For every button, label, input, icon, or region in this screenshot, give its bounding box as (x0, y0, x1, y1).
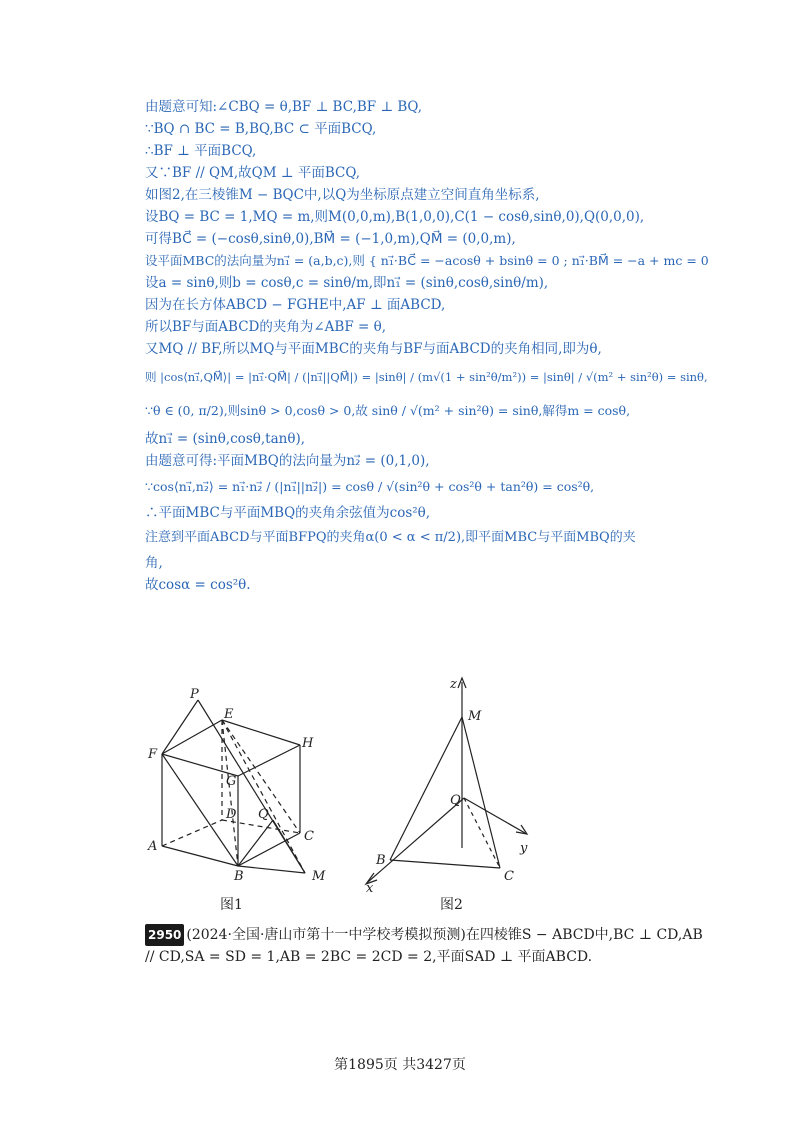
x-axis (368, 798, 464, 882)
solution-line: 注意到平面ABCD与平面BFPQ的夹角α(0 < α < π/2),即平面MBC与平面MBQ的夹 (145, 530, 636, 545)
problem-statement (145, 924, 705, 968)
solution-line: 所以BF与面ABCD的夹角为∠ABF = θ, (145, 319, 387, 335)
label-a: A (148, 839, 158, 854)
edge-gh (238, 745, 300, 776)
problem-line-1 (145, 924, 705, 946)
solution-line: 设平面MBC的法向量为n₁⃗ = (a,b,c),则 { n₁⃗·BC⃗ = −acosθ + bsinθ = 0 ; n₁⃗·BM⃗ = −a + mc = 0 (145, 253, 709, 268)
solution-line: ∴平面MBC与平面MBQ的夹角余弦值为cos²θ, (145, 505, 431, 521)
figures (140, 668, 560, 918)
label-h: H (302, 736, 314, 751)
label-q: Q (258, 807, 269, 822)
label-d: D (226, 807, 237, 822)
solution-line: 故n₁⃗ = (sinθ,cosθ,tanθ), (145, 431, 306, 447)
label-g: G (226, 774, 237, 789)
label-f: F (148, 747, 158, 762)
edge-bq (238, 820, 273, 866)
label-p: P (190, 687, 199, 702)
edge-bc-2 (390, 860, 500, 868)
solution-line: ∵BQ ∩ BC = B,BQ,BC ⊂ 平面BCQ, (145, 121, 377, 137)
label-b: B (234, 869, 244, 884)
solution-line: 因为在长方体ABCD − FGHE中,AF ⊥ 面ABCD, (145, 297, 446, 313)
label-m: M (312, 869, 326, 884)
figure-1-diagram (140, 668, 560, 893)
problem-number-badge: 2950 (145, 924, 184, 946)
solution-text (145, 96, 709, 596)
edge-mb (390, 717, 462, 860)
solution-line: ∵cos⟨n₁⃗,n₂⃗⟩ = n₁⃗·n₂⃗ / (|n₁⃗||n₂⃗|) = cosθ / √(sin²θ + cos²θ + tan²θ) = cos²θ, (145, 479, 595, 494)
solution-line: 又∵BF // QM,故QM ⊥ 平面BCQ, (145, 165, 361, 181)
label-e: E (224, 707, 234, 722)
label-m2: M (468, 709, 482, 724)
label-c: C (304, 829, 314, 844)
figure-2-caption: 图2 (440, 897, 463, 913)
problem-text: (2024·全国·唐山市第十一中学校考模拟预测)在四棱锥S − ABCD中,BC ⊥ CD,AB (186, 927, 703, 943)
solution-line: 又MQ // BF,所以MQ与平面MBC的夹角与BF与面ABCD的夹角相同,即为θ, (145, 341, 602, 357)
solution-line: 由题意可知:∠CBQ = θ,BF ⊥ BC,BF ⊥ BQ, (145, 99, 423, 115)
solution-line: ∴BF ⊥ 平面BCQ, (145, 143, 257, 159)
solution-line: 如图2,在三棱锥M − BQC中,以Q为坐标原点建立空间直角坐标系, (145, 187, 540, 203)
solution-line: 角, (145, 555, 163, 571)
solution-line: 可得BC⃗ = (−cosθ,sinθ,0),BM⃗ = (−1,0,m),QM⃗ = (0,0,m), (145, 231, 516, 247)
problem-line-2: // CD,SA = SD = 1,AB = 2BC = 2CD = 2,平面SAD ⊥ 平面ABCD. (145, 949, 593, 965)
edge-bm (238, 866, 305, 873)
label-x: x (366, 881, 374, 893)
solution-line: 设BQ = BC = 1,MQ = m,则M(0,0,m),B(1,0,0),C(1 − cosθ,sinθ,0),Q(0,0,0), (145, 209, 645, 225)
label-c2: C (504, 869, 514, 884)
solution-line: 则 |cos⟨n₁⃗,QM⃗⟩| = |n₁⃗·QM⃗| / (|n₁⃗||QM⃗|) = |sinθ| / (m√(1 + sin²θ/m²)) = |sinθ| / √(m² + sin²θ) = sinθ, (145, 370, 708, 384)
label-z: z (450, 677, 457, 692)
solution-line: 故cosα = cos²θ. (145, 577, 251, 593)
edge-fp (162, 700, 198, 754)
page-footer: 第1895页 共3427页 (334, 1057, 466, 1073)
edge-eh (222, 720, 300, 745)
y-axis-arrow (516, 825, 527, 834)
solution-line: 设a = sinθ,则b = cosθ,c = sinθ/m,即n₁⃗ = (sinθ,cosθ,sinθ/m), (145, 275, 549, 291)
solution-line: 由题意可得:平面MBQ的法向量为n₂⃗ = (0,1,0), (145, 453, 430, 469)
edge-ad (162, 820, 222, 846)
edge-eb (222, 720, 238, 866)
figure-1-caption: 图1 (220, 897, 243, 913)
solution-line: ∵θ ∈ (0, π/2),则sinθ > 0,cosθ > 0,故 sinθ / √(m² + sin²θ) = sinθ,解得m = cosθ, (145, 403, 631, 418)
edge-mc (462, 717, 500, 868)
label-y: y (520, 841, 528, 856)
label-q2: Q (450, 793, 461, 808)
label-b2: B (376, 853, 386, 868)
